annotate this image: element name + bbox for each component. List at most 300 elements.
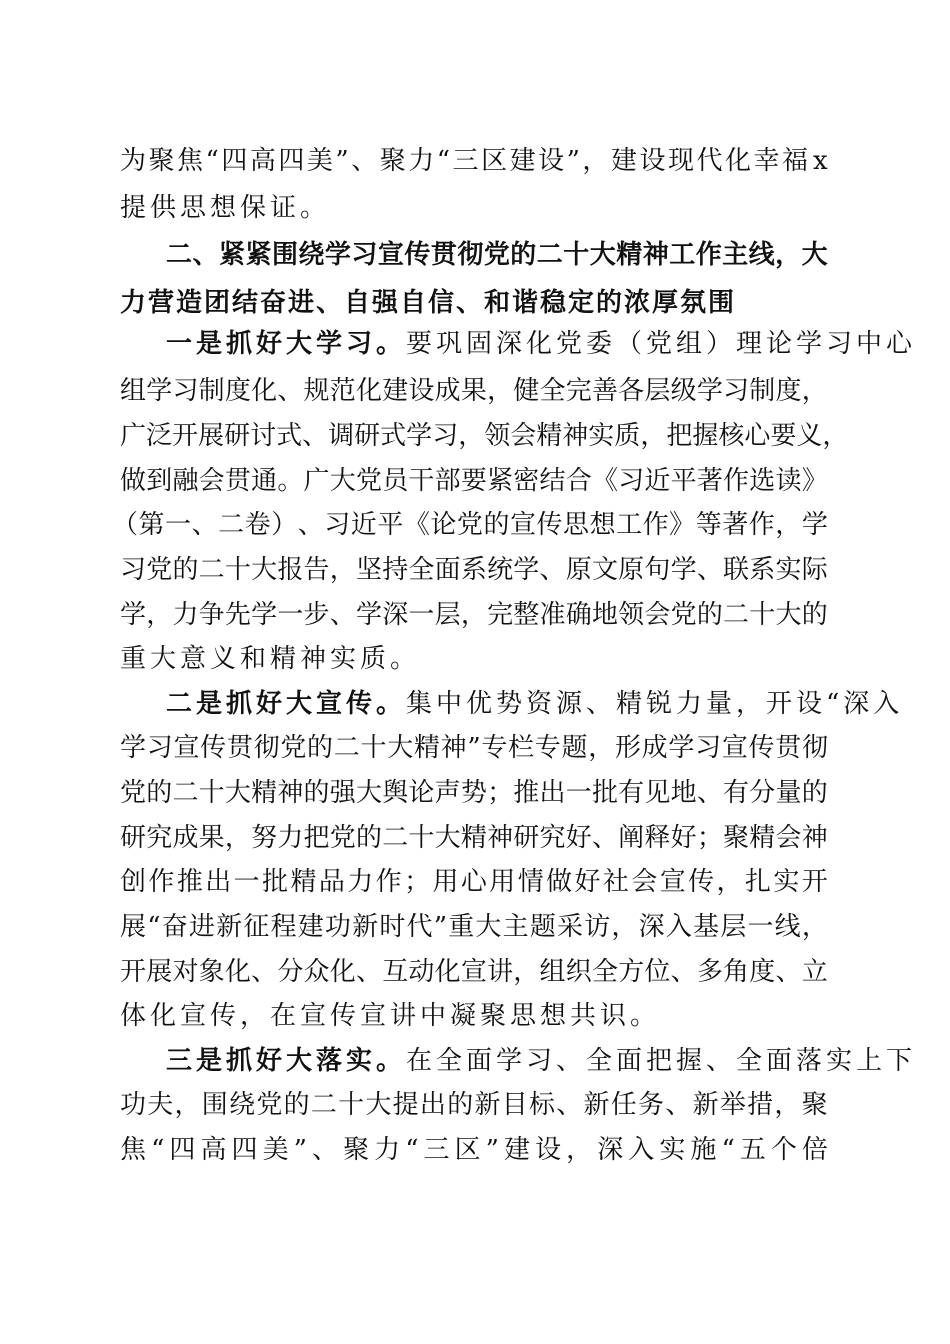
glyph: 二 bbox=[310, 1090, 337, 1120]
glyph: 量 bbox=[775, 778, 802, 808]
glyph: 时 bbox=[379, 912, 406, 942]
glyph: 二 bbox=[166, 240, 193, 270]
glyph: 党 bbox=[280, 733, 307, 763]
text-line: 体化宣传，在宣传宣讲中凝聚思想共识。 bbox=[120, 1001, 661, 1031]
glyph: 果 bbox=[198, 823, 225, 853]
glyph: 形 bbox=[614, 733, 641, 763]
glyph: 阐 bbox=[618, 823, 645, 853]
glyph: 成 bbox=[434, 376, 461, 406]
glyph: 合 bbox=[565, 466, 592, 496]
glyph: 神 bbox=[801, 823, 828, 853]
glyph: 立 bbox=[801, 957, 828, 987]
paragraph-first-line bbox=[166, 1046, 917, 1076]
text-line bbox=[120, 555, 828, 585]
glyph: 度 bbox=[224, 376, 251, 406]
glyph: 创 bbox=[120, 867, 147, 897]
glyph: 神 bbox=[487, 823, 514, 853]
glyph: 化 bbox=[355, 376, 382, 406]
glyph: 四 bbox=[231, 1135, 258, 1165]
glyph: 、 bbox=[670, 957, 697, 987]
glyph: 、 bbox=[696, 778, 723, 808]
glyph: 会 bbox=[644, 600, 671, 630]
glyph: 聚 bbox=[723, 823, 750, 853]
glyph: 宣 bbox=[460, 957, 487, 987]
glyph: 化 bbox=[329, 957, 356, 987]
glyph: 展 bbox=[146, 957, 173, 987]
glyph: ； bbox=[487, 778, 514, 808]
glyph: 作 bbox=[748, 510, 775, 540]
glyph: 社 bbox=[602, 867, 629, 897]
glyph: 实 bbox=[588, 421, 615, 451]
glyph: 彻 bbox=[801, 733, 828, 763]
glyph: 级 bbox=[670, 376, 697, 406]
glyph: 出 bbox=[419, 1090, 446, 1120]
glyph: 精 bbox=[413, 733, 440, 763]
glyph: 、 bbox=[277, 376, 304, 406]
glyph: 方 bbox=[618, 957, 645, 987]
glyph: 习 bbox=[120, 555, 147, 585]
glyph: 党 bbox=[670, 600, 697, 630]
glyph: 为 bbox=[120, 146, 147, 176]
glyph: 联 bbox=[723, 555, 750, 585]
glyph: 质 bbox=[614, 421, 641, 451]
glyph: 区 bbox=[454, 1135, 481, 1165]
glyph: 用 bbox=[432, 867, 459, 897]
glyph: 围 bbox=[271, 240, 298, 270]
glyph: 研 bbox=[354, 421, 381, 451]
glyph: “ bbox=[205, 146, 219, 176]
glyph: 代 bbox=[406, 912, 433, 942]
glyph: 焦 bbox=[120, 1135, 147, 1165]
paragraph-text: 在全面学习、全面把握、全面落实上下 bbox=[406, 1046, 917, 1076]
glyph: 一 bbox=[233, 867, 260, 897]
glyph: 五 bbox=[739, 1135, 766, 1165]
glyph: 面 bbox=[434, 555, 461, 585]
glyph: 成 bbox=[641, 733, 668, 763]
glyph: 功 bbox=[120, 1090, 147, 1120]
glyph: 党 bbox=[329, 823, 356, 853]
glyph: 作 bbox=[695, 240, 722, 270]
glyph: 用 bbox=[489, 867, 516, 897]
glyph: 宣 bbox=[173, 733, 200, 763]
text-line: 重大意义和精神实质。 bbox=[120, 644, 421, 674]
glyph: 对 bbox=[172, 957, 199, 987]
glyph: 告 bbox=[303, 555, 330, 585]
glyph: 传 bbox=[748, 733, 775, 763]
glyph: 、 bbox=[539, 555, 566, 585]
glyph: ” bbox=[433, 912, 448, 942]
glyph: 新 bbox=[216, 912, 243, 942]
glyph: 大 bbox=[801, 240, 828, 270]
glyph: 奋 bbox=[161, 912, 188, 942]
glyph: 党 bbox=[146, 555, 173, 585]
glyph: 传 bbox=[536, 510, 563, 540]
glyph: 新 bbox=[352, 912, 379, 942]
glyph: 建 bbox=[297, 912, 324, 942]
glyph: 紧 bbox=[487, 466, 514, 496]
glyph: 近 bbox=[644, 466, 671, 496]
text-line bbox=[120, 466, 828, 496]
glyph: ， bbox=[513, 957, 540, 987]
glyph: x bbox=[813, 146, 828, 176]
glyph: 习 bbox=[351, 240, 378, 270]
glyph: 大 bbox=[475, 912, 502, 942]
glyph: 会 bbox=[631, 867, 658, 897]
paragraph-lead: 三是抓好大落实。 bbox=[166, 1046, 407, 1076]
glyph: 实 bbox=[773, 867, 800, 897]
glyph: 建 bbox=[382, 376, 409, 406]
glyph: “ bbox=[405, 1135, 419, 1165]
glyph: 的 bbox=[801, 778, 828, 808]
glyph: 融 bbox=[172, 466, 199, 496]
text-line bbox=[120, 1090, 828, 1120]
glyph: 好 bbox=[670, 823, 697, 853]
glyph: 的 bbox=[307, 733, 334, 763]
glyph: 入 bbox=[665, 912, 692, 942]
glyph: 部 bbox=[434, 466, 461, 496]
glyph: 二 bbox=[536, 240, 563, 270]
glyph: 讲 bbox=[487, 957, 514, 987]
glyph: 党 bbox=[456, 510, 483, 540]
glyph: ； bbox=[696, 823, 723, 853]
glyph: 化 bbox=[251, 376, 278, 406]
glyph: 线 bbox=[774, 912, 801, 942]
text-line bbox=[120, 421, 849, 451]
glyph: 题 bbox=[561, 733, 588, 763]
glyph: 文 bbox=[591, 555, 618, 585]
glyph: 论 bbox=[408, 778, 435, 808]
glyph: 舆 bbox=[382, 778, 409, 808]
glyph: 工 bbox=[669, 240, 696, 270]
glyph: 的 bbox=[303, 778, 330, 808]
glyph: 完 bbox=[487, 600, 514, 630]
glyph: 展 bbox=[198, 421, 225, 451]
glyph: 、 bbox=[556, 1090, 583, 1120]
glyph: 第 bbox=[138, 510, 165, 540]
glyph: 习 bbox=[723, 376, 750, 406]
glyph: 宣 bbox=[721, 733, 748, 763]
glyph: 贯 bbox=[775, 733, 802, 763]
glyph: 传 bbox=[200, 733, 227, 763]
glyph: 神 bbox=[562, 421, 589, 451]
glyph: 著 bbox=[696, 466, 723, 496]
glyph: 完 bbox=[565, 376, 592, 406]
glyph: 大 bbox=[589, 240, 616, 270]
text-line bbox=[120, 1135, 828, 1165]
glyph: 题 bbox=[529, 912, 556, 942]
glyph: 织 bbox=[565, 957, 592, 987]
glyph: 果 bbox=[460, 376, 487, 406]
glyph: 全 bbox=[591, 957, 618, 987]
glyph: 的 bbox=[510, 240, 537, 270]
glyph: 设 bbox=[538, 146, 565, 176]
glyph: 作 bbox=[723, 466, 750, 496]
glyph: 学 bbox=[406, 421, 433, 451]
glyph: 习 bbox=[618, 466, 645, 496]
glyph: 近 bbox=[350, 510, 377, 540]
glyph: 争 bbox=[198, 600, 225, 630]
glyph: 统 bbox=[487, 555, 514, 585]
glyph: 批 bbox=[262, 867, 289, 897]
glyph: 主 bbox=[722, 240, 749, 270]
glyph: 开 bbox=[172, 421, 199, 451]
glyph: 系 bbox=[460, 555, 487, 585]
glyph: 聚 bbox=[343, 1135, 370, 1165]
glyph: 实 bbox=[659, 1135, 686, 1165]
glyph: ” bbox=[335, 146, 349, 176]
glyph: 一 bbox=[747, 912, 774, 942]
glyph: 征 bbox=[243, 912, 270, 942]
glyph: 。 bbox=[277, 466, 304, 496]
text-line bbox=[120, 146, 828, 176]
glyph: 学 bbox=[668, 733, 695, 763]
glyph: 泛 bbox=[146, 421, 173, 451]
glyph: 平 bbox=[670, 466, 697, 496]
glyph: 习 bbox=[695, 733, 722, 763]
text-line bbox=[120, 912, 828, 942]
text-line bbox=[120, 867, 828, 897]
glyph: 倍 bbox=[801, 1135, 828, 1165]
glyph: 彻 bbox=[253, 733, 280, 763]
glyph: 精 bbox=[536, 421, 563, 451]
glyph: 释 bbox=[644, 823, 671, 853]
glyph: 《 bbox=[591, 466, 618, 496]
glyph: 学 bbox=[355, 600, 382, 630]
glyph: 习 bbox=[324, 510, 351, 540]
glyph: 究 bbox=[146, 823, 173, 853]
glyph: 深 bbox=[597, 1135, 624, 1165]
glyph: 组 bbox=[120, 376, 147, 406]
glyph: 大 bbox=[251, 555, 278, 585]
glyph: “ bbox=[436, 146, 451, 176]
glyph: 多 bbox=[696, 957, 723, 987]
glyph: 角 bbox=[723, 957, 750, 987]
glyph: 、 bbox=[351, 146, 378, 176]
glyph: 二 bbox=[382, 823, 409, 853]
glyph: （ bbox=[112, 510, 139, 540]
glyph: 工 bbox=[616, 510, 643, 540]
glyph: 有 bbox=[723, 778, 750, 808]
glyph: 聚 bbox=[148, 146, 175, 176]
glyph: 批 bbox=[591, 778, 618, 808]
glyph: 度 bbox=[775, 376, 802, 406]
glyph: 研 bbox=[224, 421, 251, 451]
glyph: 幸 bbox=[753, 146, 780, 176]
glyph: 聚 bbox=[801, 1090, 828, 1120]
glyph: 、 bbox=[192, 240, 219, 270]
glyph: ， bbox=[822, 421, 849, 451]
glyph: 建 bbox=[504, 1135, 531, 1165]
glyph: 学 bbox=[251, 600, 278, 630]
glyph: 围 bbox=[201, 1090, 228, 1120]
glyph: ” bbox=[566, 146, 580, 176]
glyph: ” bbox=[293, 1135, 307, 1165]
glyph: 、 bbox=[302, 421, 329, 451]
glyph: 宣 bbox=[377, 240, 404, 270]
glyph: 十 bbox=[338, 1090, 365, 1120]
glyph: 全 bbox=[408, 555, 435, 585]
glyph: 设 bbox=[639, 146, 666, 176]
glyph: 规 bbox=[303, 376, 330, 406]
glyph: 的 bbox=[447, 1090, 474, 1120]
glyph: 展 bbox=[120, 912, 147, 942]
glyph: 的 bbox=[696, 600, 723, 630]
glyph: 好 bbox=[574, 867, 601, 897]
glyph: 、 bbox=[665, 1090, 692, 1120]
glyph: 党 bbox=[355, 466, 382, 496]
text-line bbox=[112, 510, 828, 540]
glyph: 精 bbox=[460, 823, 487, 853]
glyph: 思 bbox=[563, 510, 590, 540]
glyph: 把 bbox=[303, 823, 330, 853]
glyph: 化 bbox=[434, 957, 461, 987]
glyph: 美 bbox=[262, 1135, 289, 1165]
glyph: 学 bbox=[670, 555, 697, 585]
glyph: 会 bbox=[198, 466, 225, 496]
glyph: 的 bbox=[355, 823, 382, 853]
glyph: 众 bbox=[303, 957, 330, 987]
glyph: 分 bbox=[277, 957, 304, 987]
paragraph-first-line bbox=[166, 689, 904, 719]
glyph: 、 bbox=[591, 823, 618, 853]
glyph: 出 bbox=[539, 778, 566, 808]
glyph: 目 bbox=[501, 1090, 528, 1120]
glyph: 绕 bbox=[229, 1090, 256, 1120]
glyph: 力 bbox=[374, 1135, 401, 1165]
glyph: 制 bbox=[749, 376, 776, 406]
text-line bbox=[120, 823, 828, 853]
glyph: 三 bbox=[452, 146, 479, 176]
glyph: 、 bbox=[696, 555, 723, 585]
glyph: 际 bbox=[801, 555, 828, 585]
glyph: 重 bbox=[448, 912, 475, 942]
glyph: 、 bbox=[329, 600, 356, 630]
glyph: 出 bbox=[205, 867, 232, 897]
glyph: 品 bbox=[318, 867, 345, 897]
glyph: ） bbox=[271, 510, 298, 540]
glyph: 卷 bbox=[244, 510, 271, 540]
glyph: 彻 bbox=[457, 240, 484, 270]
glyph: 》 bbox=[669, 510, 696, 540]
glyph: 开 bbox=[120, 957, 147, 987]
glyph: 组 bbox=[539, 957, 566, 987]
glyph: 度 bbox=[749, 957, 776, 987]
text-line bbox=[120, 376, 828, 406]
glyph: 式 bbox=[276, 421, 303, 451]
glyph: 措 bbox=[747, 1090, 774, 1120]
glyph: 大 bbox=[224, 778, 251, 808]
glyph: 夫 bbox=[147, 1090, 174, 1120]
glyph: 研 bbox=[513, 823, 540, 853]
glyph: 句 bbox=[644, 555, 671, 585]
glyph: 论 bbox=[430, 510, 457, 540]
glyph: 大 bbox=[365, 1090, 392, 1120]
glyph: 任 bbox=[610, 1090, 637, 1120]
glyph: 见 bbox=[644, 778, 671, 808]
glyph: 美 bbox=[306, 146, 333, 176]
glyph: 新 bbox=[583, 1090, 610, 1120]
glyph: 宣 bbox=[509, 510, 536, 540]
glyph: 义 bbox=[796, 421, 823, 451]
glyph: 精 bbox=[251, 778, 278, 808]
glyph: 力 bbox=[172, 600, 199, 630]
glyph: 结 bbox=[539, 466, 566, 496]
glyph: 十 bbox=[360, 733, 387, 763]
glyph: ， bbox=[774, 1090, 801, 1120]
section-heading bbox=[166, 240, 828, 270]
glyph: 栏 bbox=[508, 733, 535, 763]
glyph: 紧 bbox=[245, 240, 272, 270]
glyph: ， bbox=[775, 510, 802, 540]
glyph: 层 bbox=[434, 600, 461, 630]
glyph: ， bbox=[174, 1090, 201, 1120]
glyph: 二 bbox=[172, 778, 199, 808]
glyph: ， bbox=[566, 1135, 593, 1165]
glyph: 选 bbox=[749, 466, 776, 496]
glyph: 原 bbox=[565, 555, 592, 585]
glyph: 领 bbox=[484, 421, 511, 451]
glyph: ， bbox=[611, 912, 638, 942]
glyph: 的 bbox=[483, 510, 510, 540]
glyph: ” bbox=[485, 1135, 499, 1165]
glyph: 强 bbox=[329, 778, 356, 808]
glyph: 作 bbox=[375, 867, 402, 897]
glyph: “ bbox=[151, 1135, 165, 1165]
glyph: 一 bbox=[408, 600, 435, 630]
glyph: 心 bbox=[744, 421, 771, 451]
glyph: 四 bbox=[278, 146, 305, 176]
glyph: 学 bbox=[120, 600, 147, 630]
glyph: 大 bbox=[355, 778, 382, 808]
glyph: 核 bbox=[718, 421, 745, 451]
glyph: 主 bbox=[502, 912, 529, 942]
glyph: 聚 bbox=[379, 146, 406, 176]
glyph: 十 bbox=[224, 555, 251, 585]
glyph: 标 bbox=[528, 1090, 555, 1120]
glyph: 究 bbox=[539, 823, 566, 853]
glyph: ； bbox=[404, 867, 431, 897]
glyph: 党 bbox=[483, 240, 510, 270]
glyph: 学 bbox=[120, 733, 147, 763]
glyph: 十 bbox=[749, 600, 776, 630]
glyph: 著 bbox=[722, 510, 749, 540]
glyph: 紧 bbox=[218, 240, 245, 270]
glyph: 务 bbox=[638, 1090, 665, 1120]
paragraph-lead: 一是抓好大学习。 bbox=[166, 329, 407, 359]
glyph: 坚 bbox=[355, 555, 382, 585]
glyph: 制 bbox=[198, 376, 225, 406]
glyph: 层 bbox=[720, 912, 747, 942]
glyph: 习 bbox=[146, 733, 173, 763]
glyph: 一 bbox=[165, 510, 192, 540]
glyph: 福 bbox=[782, 146, 809, 176]
text-line bbox=[120, 778, 828, 808]
glyph: 《 bbox=[403, 510, 430, 540]
paragraph-text: 集中优势资源、精锐力量，开设“深入 bbox=[406, 689, 904, 719]
section-heading: 力营造团结奋进、自强自信、和谐稳定的浓厚氛围 bbox=[120, 288, 737, 318]
glyph: 四 bbox=[169, 1135, 196, 1165]
glyph: 把 bbox=[666, 421, 693, 451]
glyph: 现 bbox=[667, 146, 694, 176]
glyph: 习 bbox=[172, 376, 199, 406]
glyph: 程 bbox=[270, 912, 297, 942]
glyph: 深 bbox=[382, 600, 409, 630]
glyph: 大 bbox=[434, 823, 461, 853]
glyph: ， bbox=[487, 376, 514, 406]
glyph: 习 bbox=[432, 421, 459, 451]
glyph: 神 bbox=[277, 778, 304, 808]
glyph: 等 bbox=[695, 510, 722, 540]
